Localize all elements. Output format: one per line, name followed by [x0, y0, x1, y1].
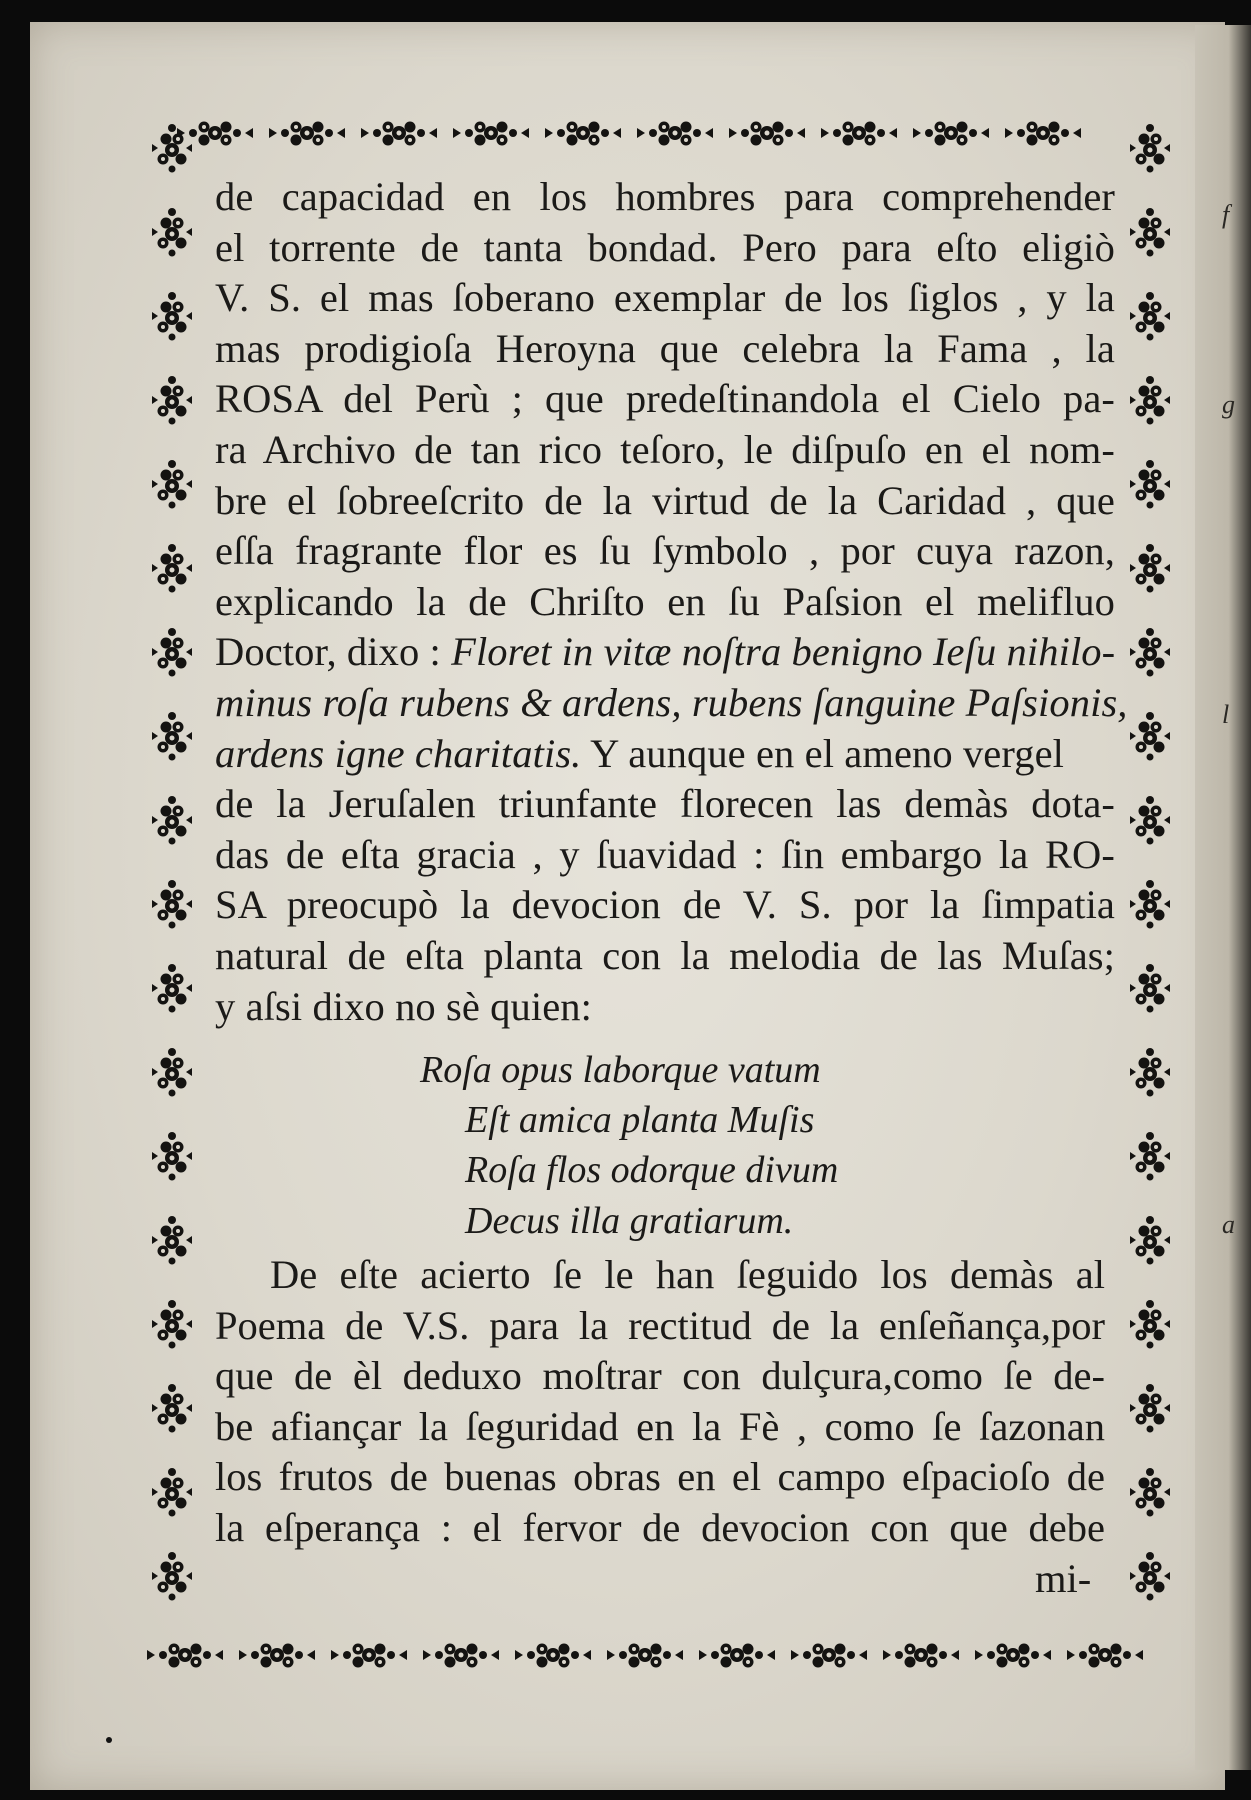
text-line: SA preocupò la devocion de V. S. por la ſimpatia — [215, 882, 1115, 928]
text-line: eſſa fragrante flor es ſu ſymbolo , por cuya razon, — [215, 528, 1115, 574]
text-line: ROSA del Perù ; que predeſtinandola el Cielo pa- — [215, 376, 1115, 422]
text-line: Poema de V.S. para la rectitud de la enſeñança,por — [215, 1302, 1105, 1348]
border-ornament — [729, 122, 805, 146]
border-ornament — [515, 1644, 591, 1668]
border-ornament — [1130, 712, 1170, 761]
border-ornament — [453, 122, 529, 146]
text-line: bre el ſobreeſcrito de la virtud de la Caridad , que — [215, 477, 1115, 523]
border-ornament — [177, 122, 253, 146]
text-line: be afiançar la ſeguridad en la Fè , como ſe ſazonan — [215, 1403, 1105, 1449]
latin-quote-line — [215, 627, 1115, 678]
border-ornament — [1130, 964, 1170, 1013]
border-ornament — [152, 880, 192, 929]
border-ornament — [1130, 880, 1170, 929]
border-ornament — [1130, 796, 1170, 845]
page-body-continued — [215, 1250, 1105, 1554]
border-ornament — [152, 1132, 192, 1181]
bleed-mark: a — [1222, 1210, 1235, 1239]
border-ornament — [1067, 1644, 1143, 1668]
border-ornament — [699, 1644, 775, 1668]
border-ornament — [152, 712, 192, 761]
border-ornament — [152, 796, 192, 845]
border-right — [1130, 124, 1170, 1601]
border-left — [152, 124, 192, 1601]
border-ornament — [152, 1552, 192, 1601]
border-ornament — [821, 122, 897, 146]
border-ornament — [152, 1048, 192, 1097]
border-ornament — [152, 628, 192, 677]
text-line: los frutos de buenas obras en el campo eſpacioſo de — [215, 1454, 1105, 1500]
border-ornament — [361, 122, 437, 146]
text-line: de la Jeruſalen triunfante florecen las demàs dota- — [215, 781, 1115, 827]
border-ornament — [1130, 460, 1170, 509]
border-ornament — [637, 122, 713, 146]
border-ornament — [152, 964, 192, 1013]
border-ornament — [1130, 1552, 1170, 1601]
latin-quote: minus roſa rubens & ardens, rubens ſanguine Paſsionis, — [215, 679, 1128, 725]
border-ornament — [913, 122, 989, 146]
ink-speck — [106, 1737, 112, 1743]
text-line: explicando la de Chriſto en ſu Paſsion el melifluo — [215, 578, 1115, 624]
paragraph-first-line: De eſte acierto ſe le han ſeguido los demàs al — [270, 1252, 1105, 1297]
catchword: mi- — [1035, 1556, 1092, 1601]
border-ornament — [1130, 628, 1170, 677]
verse-line: Eſt amica planta Muſis — [465, 1099, 815, 1141]
text-line: y aſsi dixo no sè quien: — [215, 983, 592, 1029]
bleed-mark: l — [1222, 700, 1230, 729]
border-ornament — [152, 1300, 192, 1349]
border-ornament — [883, 1644, 959, 1668]
border-ornament — [1130, 1468, 1170, 1517]
border-ornament — [1130, 1216, 1170, 1265]
border-ornament — [1130, 544, 1170, 593]
text-line: el torrente de tanta bondad. Pero para eſto eligiò — [215, 224, 1115, 270]
border-ornament — [1130, 1300, 1170, 1349]
border-ornament — [152, 460, 192, 509]
border-ornament — [152, 376, 192, 425]
border-ornament — [152, 1468, 192, 1517]
verse-line: Roſa flos odorque divum — [465, 1149, 839, 1191]
border-ornament — [152, 1216, 192, 1265]
border-ornament — [269, 122, 345, 146]
text-run: Y aunque en el ameno vergel — [581, 730, 1065, 776]
border-ornament — [1130, 1048, 1170, 1097]
latin-quote: Floret in vitæ noſtra benigno Ieſu nihilo- — [451, 629, 1116, 675]
border-ornament — [1130, 124, 1170, 173]
border-ornament — [147, 1644, 223, 1668]
border-ornament — [423, 1644, 499, 1668]
border-ornament — [607, 1644, 683, 1668]
border-ornament — [331, 1644, 407, 1668]
latin-quote-line — [215, 729, 1115, 780]
border-ornament — [152, 1384, 192, 1433]
border-ornament — [152, 292, 192, 341]
border-bottom — [147, 1644, 1143, 1668]
border-ornament — [1130, 1384, 1170, 1433]
verse-line: Roſa opus laborque vatum — [420, 1049, 821, 1091]
border-ornament — [1130, 376, 1170, 425]
latin-quote: ardens igne charitatis. — [215, 730, 582, 776]
text-line: natural de eſta planta con la melodia de las Muſas; — [215, 932, 1115, 978]
border-top — [177, 122, 1081, 146]
border-ornament — [239, 1644, 315, 1668]
text-line: la eſperança : el fervor de devocion con que debe — [215, 1504, 1105, 1550]
verse-line: Decus illa gratiarum. — [465, 1200, 794, 1242]
bleed-mark: g — [1222, 390, 1235, 419]
border-ornament — [1130, 292, 1170, 341]
bleed-mark: f — [1222, 200, 1230, 229]
page-body — [215, 172, 1128, 1032]
text-line: ra Archivo de tan rico teſoro, le diſpuſo en el nom- — [215, 426, 1115, 472]
text-run: Doctor, dixo : — [215, 629, 452, 675]
border-ornament — [545, 122, 621, 146]
border-ornament — [791, 1644, 867, 1668]
border-ornament — [152, 208, 192, 257]
border-ornament — [152, 124, 192, 173]
border-ornament — [1130, 208, 1170, 257]
text-line: V. S. el mas ſoberano exemplar de los ſiglos , y la — [215, 275, 1115, 321]
border-ornament — [1005, 122, 1081, 146]
border-ornament — [1130, 1132, 1170, 1181]
border-ornament — [975, 1644, 1051, 1668]
text-line: que de èl deduxo moſtrar con dulçura,como ſe de- — [215, 1353, 1105, 1399]
text-line: das de eſta gracia , y ſuavidad : ſin embargo la RO- — [215, 831, 1115, 877]
text-line: mas prodigioſa Heroyna que celebra la Fama , la — [215, 325, 1115, 371]
text-line: de capacidad en los hombres para comprehender — [215, 174, 1115, 219]
border-ornament — [152, 544, 192, 593]
